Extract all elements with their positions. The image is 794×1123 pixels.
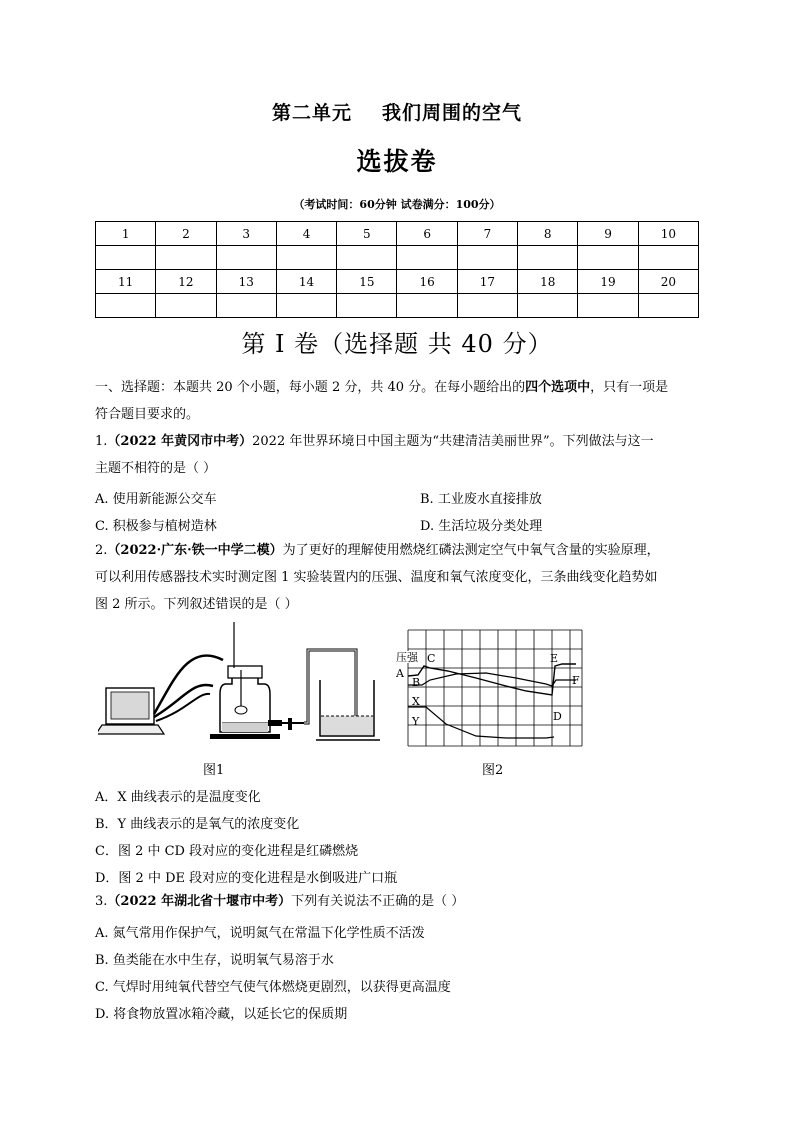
question-text-cont: 可以利用传感器技术实时测定图 1 实验装置内的压强、温度和氧气浓度变化，三条曲线变化趋势如 <box>95 570 658 585</box>
grid-number: 5 <box>337 222 397 246</box>
answer-cell[interactable] <box>518 246 578 270</box>
answer-cell[interactable] <box>397 294 457 318</box>
graph-label-d: D <box>553 710 562 723</box>
question-text: 2022 年世界环境日中国主题为“共建清洁美丽世界”。下列做法与这一 <box>252 434 654 449</box>
answer-grid-numbers-row-1 <box>96 222 699 246</box>
grid-number: 3 <box>216 222 276 246</box>
answer-grid-blank-row-1 <box>96 246 699 270</box>
figure-2-caption: 图2 <box>482 763 504 778</box>
q3-option-b[interactable]: B. 鱼类能在水中生存，说明氧气易溶于水 <box>95 953 334 968</box>
question-source: （2022 年湖北省十堰市中考） <box>107 894 292 909</box>
graph-label-y: Y <box>412 715 420 728</box>
answer-cell[interactable] <box>337 246 397 270</box>
q3-option-a[interactable]: A. 氮气常用作保护气，说明氮气在常温下化学性质不活泼 <box>95 926 425 941</box>
q1-option-b[interactable]: B. 工业废水直接排放 <box>420 492 542 507</box>
answer-cell[interactable] <box>156 246 216 270</box>
section-title: 第 I 卷（选择题 共 40 分） <box>241 330 553 358</box>
paper-subtitle: 选拔卷 <box>356 147 438 176</box>
graph-label-f: F <box>572 674 580 687</box>
instructions-line-2: 符合题目要求的。 <box>95 407 200 422</box>
answer-cell[interactable] <box>96 246 156 270</box>
graph-label-e: E <box>550 652 559 665</box>
question-source: （2022·广东·铁一中学二模） <box>107 543 283 558</box>
answer-cell[interactable] <box>276 294 336 318</box>
question-number: 1. <box>95 434 108 449</box>
grid-number: 14 <box>276 270 336 294</box>
graph-label-b: B <box>412 676 421 689</box>
answer-cell[interactable] <box>518 294 578 318</box>
answer-cell[interactable] <box>337 294 397 318</box>
q1-option-d[interactable]: D. 生活垃圾分类处理 <box>420 519 543 534</box>
answer-grid-blank-row-2 <box>96 294 699 318</box>
grid-number: 15 <box>337 270 397 294</box>
q1-option-a[interactable]: A. 使用新能源公交车 <box>95 492 217 507</box>
answer-grid-numbers-row-2 <box>96 270 699 294</box>
grid-number: 6 <box>397 222 457 246</box>
instructions-part-c: ，只有一项是 <box>590 380 669 395</box>
unit-label: 第二单元 <box>271 102 352 124</box>
answer-cell[interactable] <box>276 246 336 270</box>
answer-cell[interactable] <box>397 246 457 270</box>
question-number: 2. <box>95 543 108 558</box>
question-text: 下列有关说法不正确的是（ ） <box>291 894 465 909</box>
question-text-cont: 主题不相符的是（ ） <box>95 461 217 476</box>
q2-option-a[interactable]: A．X 曲线表示的是温度变化 <box>95 790 261 805</box>
unit-topic: 我们周围的空气 <box>382 102 523 124</box>
grid-number: 11 <box>96 270 156 294</box>
answer-cell[interactable] <box>457 294 517 318</box>
figure-2-graph <box>396 628 584 748</box>
graph-label-c: C <box>427 652 436 665</box>
grid-number: 1 <box>96 222 156 246</box>
grid-number: 9 <box>578 222 638 246</box>
laptop-icon <box>98 688 164 734</box>
answer-cell[interactable] <box>578 246 638 270</box>
x-curve <box>408 673 576 686</box>
answer-cell[interactable] <box>216 246 276 270</box>
graph-label-x: X <box>412 695 420 708</box>
question-1 <box>95 428 705 482</box>
grid-number: 13 <box>216 270 276 294</box>
question-3 <box>95 888 705 915</box>
answer-cell[interactable] <box>96 294 156 318</box>
instructions-emphasis: 四个选项中 <box>525 380 591 395</box>
grid-number: 8 <box>518 222 578 246</box>
answer-cell[interactable] <box>578 294 638 318</box>
answer-cell[interactable] <box>638 294 698 318</box>
unit-title <box>0 98 794 125</box>
question-2 <box>95 537 705 618</box>
graph-grid <box>408 630 582 746</box>
grid-number: 16 <box>397 270 457 294</box>
q3-option-c[interactable]: C. 气焊时用纯氧代替空气使气体燃烧更剧烈，以获得更高温度 <box>95 980 451 995</box>
beaker-icon <box>316 680 380 740</box>
flask-icon <box>220 622 270 732</box>
question-number: 3. <box>95 894 108 909</box>
grid-number: 19 <box>578 270 638 294</box>
graph-label-a: A <box>396 667 404 680</box>
graph-label-pressure: 压强 <box>396 651 418 664</box>
q1-option-c[interactable]: C. 积极参与植树造林 <box>95 519 217 534</box>
q3-option-d[interactable]: D. 将食物放置冰箱冷藏，以延长它的保质期 <box>95 1007 348 1022</box>
y-curve <box>408 707 554 738</box>
answer-cell[interactable] <box>457 246 517 270</box>
answer-grid <box>95 221 699 318</box>
grid-number: 4 <box>276 222 336 246</box>
figure-1-apparatus <box>98 622 386 750</box>
q2-option-d[interactable]: D．图 2 中 DE 段对应的变化进程是水倒吸进广口瓶 <box>95 871 398 886</box>
question-source: （2022 年黄冈市中考） <box>107 434 253 449</box>
q2-option-b[interactable]: B．Y 曲线表示的是氧气的浓度变化 <box>95 817 300 832</box>
question-text-cont: 图 2 所示。下列叙述错误的是（ ） <box>95 597 298 612</box>
section-instructions <box>95 374 705 428</box>
answer-cell[interactable] <box>216 294 276 318</box>
grid-number: 10 <box>638 222 698 246</box>
instructions-part-a: 一、选择题：本题共 20 个小题，每小题 2 分，共 40 分。在每小题给出的 <box>95 380 526 395</box>
answer-cell[interactable] <box>156 294 216 318</box>
answer-cell[interactable] <box>638 246 698 270</box>
grid-number: 7 <box>457 222 517 246</box>
question-text: 为了更好的理解使用燃烧红磷法测定空气中氧气含量的实验原理， <box>282 543 660 558</box>
grid-number: 18 <box>518 270 578 294</box>
grid-number: 12 <box>156 270 216 294</box>
grid-number: 2 <box>156 222 216 246</box>
grid-number: 17 <box>457 270 517 294</box>
exam-info: （考试时间：60分钟 试卷满分：100分） <box>293 198 501 211</box>
grid-number: 20 <box>638 270 698 294</box>
figure-1-caption: 图1 <box>203 763 225 778</box>
q2-option-c[interactable]: C．图 2 中 CD 段对应的变化进程是红磷燃烧 <box>95 844 359 859</box>
